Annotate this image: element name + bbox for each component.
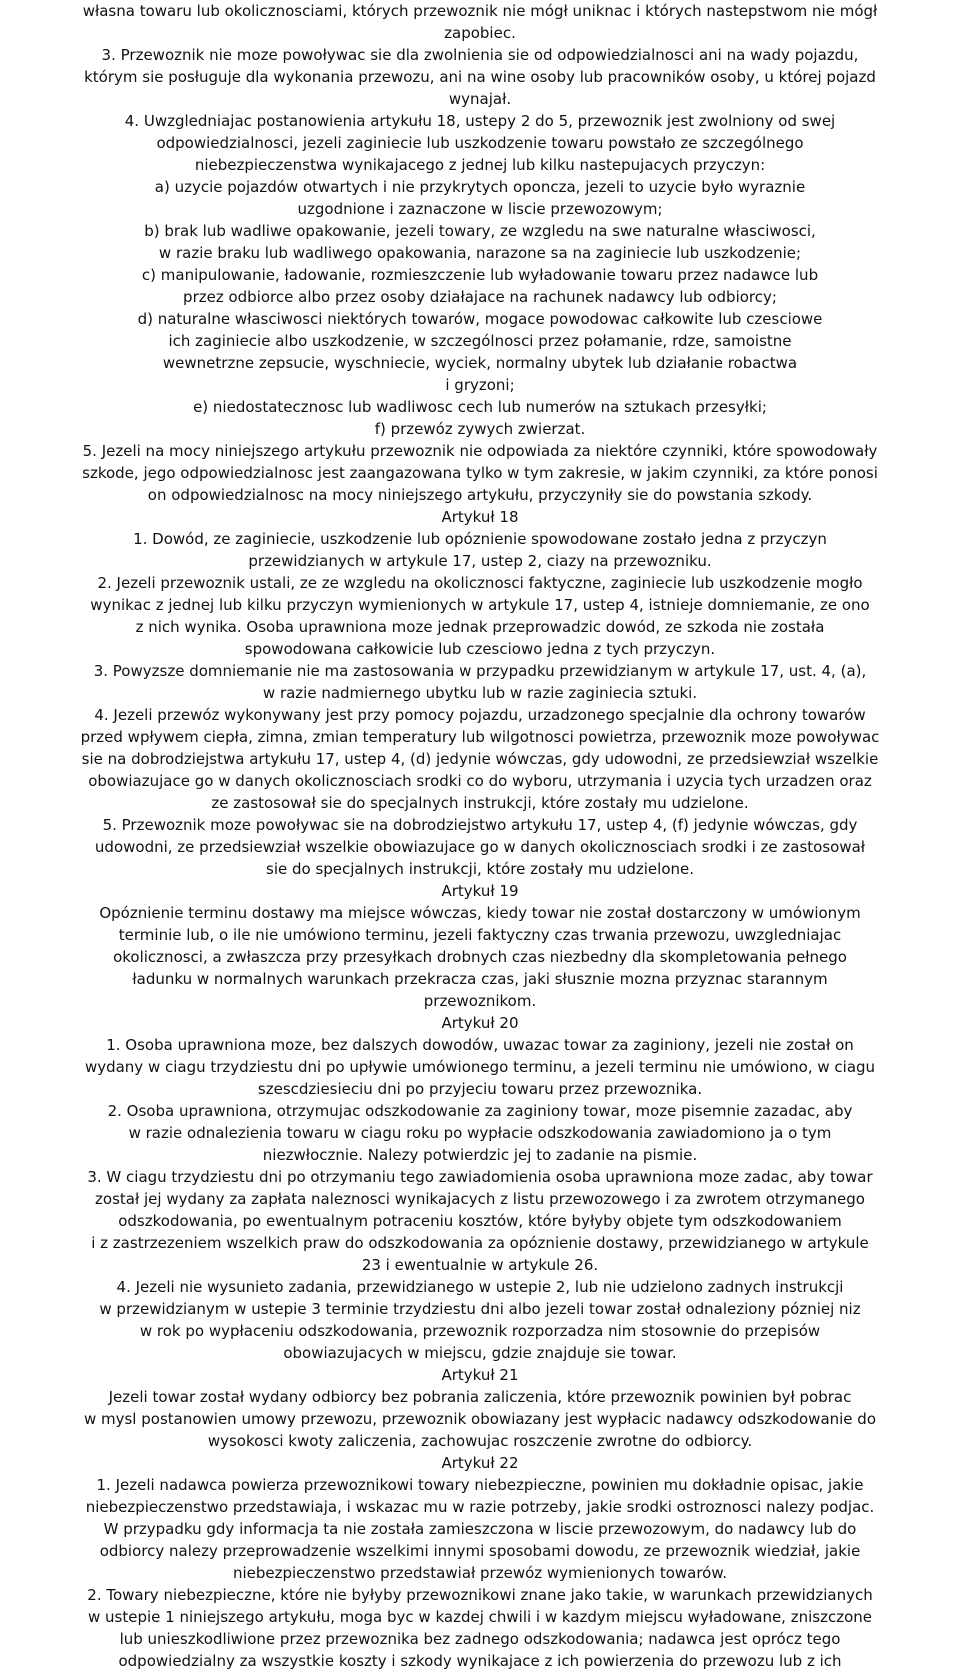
article-heading: Artykuł 21 xyxy=(441,1366,519,1384)
text-line: w mysl postanowien umowy przewozu, przewoznik obowiazany jest wypłacic nadawcy odszkodowanie do xyxy=(83,1410,877,1428)
text-line: wydany w ciagu trzydziestu dni po upływie umówionego terminu, a jezeli terminu nie umówiono, w ciagu xyxy=(84,1058,876,1076)
text-line: Opóznienie terminu dostawy ma miejsce wówczas, kiedy towar nie został dostarczony w umówionym xyxy=(99,904,861,922)
article-heading: Artykuł 19 xyxy=(441,882,519,900)
text-line: w ustepie 1 niniejszego artykułu, moga byc w kazdej chwili i w kazdym miejscu wyładowane, zniszczone xyxy=(88,1608,872,1626)
text-line: 2. Towary niebezpieczne, które nie byłyby przewoznikowi znane jako takie, w warunkach przewidzianych xyxy=(87,1586,873,1604)
text-line: przez odbiorce albo przez osoby działajace na rachunek nadawcy lub odbiorcy; xyxy=(183,288,777,306)
text-line: uzgodnione i zaznaczone w liscie przewozowym; xyxy=(297,200,663,218)
text-line: odszkodowania, po ewentualnym potraceniu kosztów, które byłyby objete tym odszkodowaniem xyxy=(118,1212,842,1230)
text-line: terminie lub, o ile nie umówiono terminu, jezeli faktyczny czas trwania przewozu, uwzgledniajac xyxy=(118,926,842,944)
text-line: okolicznosci, a zwłaszcza przy przesyłkach drobnych czas niezbedny dla skompletowania pełnego xyxy=(113,948,847,966)
text-line: w razie odnalezienia towaru w ciagu roku po wypłacie odszkodowania zawiadomiono ja o tym xyxy=(128,1124,832,1142)
text-line: b) brak lub wadliwe opakowanie, jezeli towary, ze wzgledu na swe naturalne własciwosci, xyxy=(144,222,816,240)
text-line: ze zastosował sie do specjalnych instrukcji, które zostały mu udzielone. xyxy=(211,794,749,812)
text-line: w razie braku lub wadliwego opakowania, narazone sa na zaginiecie lub uszkodzenie; xyxy=(158,244,802,262)
text-line: przed wpływem ciepła, zimna, zmian temperatury lub wilgotnosci powietrza, przewoznik moze powoływac xyxy=(80,728,880,746)
text-line: c) manipulowanie, ładowanie, rozmieszczenie lub wyładowanie towaru przez nadawce lub xyxy=(141,266,819,284)
text-line: udowodni, ze przedsiewział wszelkie obowiazujace go w danych okolicznosciach srodki i ze zastosował xyxy=(94,838,866,856)
text-line: zapobiec. xyxy=(444,24,516,42)
text-line: 4. Uwzgledniajac postanowienia artykułu 18, ustepy 2 do 5, przewoznik jest zwolniony od swej xyxy=(124,112,836,130)
text-line: 4. Jezeli przewóz wykonywany jest przy pomocy pojazdu, urzadzonego specjalnie dla ochrony towarów xyxy=(94,706,866,724)
text-line: spowodowana całkowicie lub czesciowo jedna z tych przyczyn. xyxy=(244,640,716,658)
text-line: obowiazujacych w miejscu, gdzie znajduje sie towar. xyxy=(283,1344,677,1362)
text-line: odpowiedzialnosci, jezeli zaginiecie lub uszkodzenie towaru powstało ze szczególnego xyxy=(156,134,804,152)
text-line: lub unieszkodliwione przez przewoznika bez zadnego odszkodowania; nadawca jest oprócz tego xyxy=(119,1630,841,1648)
article-heading: Artykuł 22 xyxy=(441,1454,519,1472)
text-line: niebezpieczenstwa wynikajacego z jednej lub kilku nastepujacych przyczyn: xyxy=(194,156,766,174)
text-line: 3. Powyzsze domniemanie nie ma zastosowania w przypadku przewidzianym w artykule 17, ust. 4, (a), xyxy=(93,662,867,680)
text-line: 3. W ciagu trzydziestu dni po otrzymaniu tego zawiadomienia osoba uprawniona moze zadac, aby towar xyxy=(87,1168,873,1186)
text-line: obowiazujace go w danych okolicznosciach srodki co do wyboru, utrzymania i uzycia tych urzadzen oraz xyxy=(88,772,872,790)
text-line: f) przewóz zywych zwierzat. xyxy=(374,420,586,438)
text-line: sie na dobrodziejstwa artykułu 17, ustep 4, (d) jedynie wówczas, gdy udowodni, ze przedsiewział wszelkie xyxy=(81,750,879,768)
text-line: szkode, jego odpowiedzialnosc jest zaangazowana tylko w tym zakresie, w jakim czynniki, za które ponosi xyxy=(82,464,878,482)
text-line: odpowiedzialny za wszystkie koszty i szkody wynikajace z ich powierzenia do przewozu lub z ich xyxy=(118,1652,842,1670)
text-line: niebezpieczenstwo przedstawiał przewóz wymienionych towarów. xyxy=(232,1564,728,1582)
text-line: sie do specjalnych instrukcji, które zostały mu udzielone. xyxy=(266,860,694,878)
text-line: wynikac z jednej lub kilku przyczyn wymienionych w artykule 17, ustep 4, istnieje domniemanie, ze ono xyxy=(90,596,870,614)
text-line: 5. Przewoznik moze powoływac sie na dobrodziejstwo artykułu 17, ustep 4, (f) jedynie wówczas, gdy xyxy=(102,816,858,834)
text-line: odbiorcy nalezy przeprowadzenie wszelkimi innymi sposobami dowodu, ze przewoznik wiedział, jakie xyxy=(99,1542,861,1560)
text-line: 23 i ewentualnie w artykule 26. xyxy=(361,1256,599,1274)
text-line: i z zastrzezeniem wszelkich praw do odszkodowania za opóznienie dostawy, przewidzianego w artykule xyxy=(91,1234,869,1252)
text-line: 1. Dowód, ze zaginiecie, uszkodzenie lub opóznienie spowodowane zostało jedna z przyczyn xyxy=(133,530,827,548)
text-line: z nich wynika. Osoba uprawniona moze jednak przeprowadzic dowód, ze szkoda nie została xyxy=(135,618,825,636)
text-line: i gryzoni; xyxy=(445,376,515,394)
text-line: 2. Osoba uprawniona, otrzymujac odszkodowanie za zaginiony towar, moze pisemnie zazadac, aby xyxy=(107,1102,853,1120)
text-line: ich zaginiecie albo uszkodzenie, w szczególnosci przez połamanie, rdze, samoistne xyxy=(168,332,792,350)
text-line: Jezeli towar został wydany odbiorcy bez pobrania zaliczenia, które przewoznik powinien był pobrac xyxy=(108,1388,852,1406)
text-line: niebezpieczenstwo przedstawiaja, i wskazac mu w razie potrzeby, jakie srodki ostroznosci nalezy podjac. xyxy=(85,1498,875,1516)
text-line: e) niedostatecznosc lub wadliwosc cech lub numerów na sztukach przesyłki; xyxy=(193,398,767,416)
text-line: własna towaru lub okolicznosciami, których przewoznik nie mógł uniknac i których nastepstwom nie mógł xyxy=(82,2,878,20)
text-line: d) naturalne własciwosci niektórych towarów, mogace powodowac całkowite lub czesciowe xyxy=(137,310,823,328)
text-line: 3. Przewoznik nie moze powoływac sie dla zwolnienia sie od odpowiedzialnosci ani na wady pojazdu, xyxy=(101,46,859,64)
text-line: on odpowiedzialnosc na mocy niniejszego artykułu, przyczyniły sie do powstania szkody. xyxy=(147,486,813,504)
text-line: 5. Jezeli na mocy niniejszego artykułu przewoznik nie odpowiada za niektóre czynniki, które spowodowały xyxy=(82,442,878,460)
text-line: 1. Jezeli nadawca powierza przewoznikowi towary niebezpieczne, powinien mu dokładnie opisac, jakie xyxy=(96,1476,864,1494)
text-line: został jej wydany za zapłata naleznosci wynikajacych z listu przewozowego i za zwrotem otrzymanego xyxy=(95,1190,865,1208)
text-line: wysokosci kwoty zaliczenia, zachowujac roszczenie zwrotne do odbiorcy. xyxy=(207,1432,753,1450)
text-line: W przypadku gdy informacja ta nie została zamieszczona w liscie przewozowym, do nadawcy lub do xyxy=(103,1520,857,1538)
text-line: 4. Jezeli nie wysunieto zadania, przewidzianego w ustepie 2, lub nie udzielono zadnych instrukcji xyxy=(116,1278,844,1296)
text-line: ładunku w normalnych warunkach przekracza czas, jaki słusznie mozna przyznac starannym xyxy=(132,970,828,988)
article-heading: Artykuł 20 xyxy=(441,1014,519,1032)
text-line: a) uzycie pojazdów otwartych i nie przykrytych oponcza, jezeli to uzycie było wyraznie xyxy=(154,178,806,196)
text-line: wewnetrzne zepsucie, wyschniecie, wyciek, normalny ubytek lub działanie robactwa xyxy=(162,354,798,372)
article-heading: Artykuł 18 xyxy=(441,508,519,526)
text-line: 2. Jezeli przewoznik ustali, ze ze wzgledu na okolicznosci faktyczne, zaginiecie lub uszkodzenie mogło xyxy=(97,574,863,592)
text-line: szescdziesieciu dni po przyjeciu towaru przez przewoznika. xyxy=(257,1080,703,1098)
text-line: w rok po wypłaceniu odszkodowania, przewoznik rozporzadza nim stosownie do przepisów xyxy=(139,1322,821,1340)
text-line: niezwłocznie. Nalezy potwierdzic jej to zadanie na pismie. xyxy=(262,1146,698,1164)
text-line: 1. Osoba uprawniona moze, bez dalszych dowodów, uwazac towar za zaginiony, jezeli nie został on xyxy=(106,1036,854,1054)
text-line: którym sie posługuje dla wykonania przewozu, ani na wine osoby lub pracowników osoby, u której pojazd xyxy=(84,68,876,86)
text-line: wynajał. xyxy=(448,90,512,108)
text-line: przewidzianych w artykule 17, ustep 2, ciazy na przewozniku. xyxy=(248,552,712,570)
text-line: przewoznikom. xyxy=(423,992,537,1010)
text-line: w przewidzianym w ustepie 3 terminie trzydziestu dni albo jezeli towar został odnaleziony pózniej niz xyxy=(99,1300,861,1318)
text-line: w razie nadmiernego ubytku lub w razie zaginiecia sztuki. xyxy=(262,684,698,702)
